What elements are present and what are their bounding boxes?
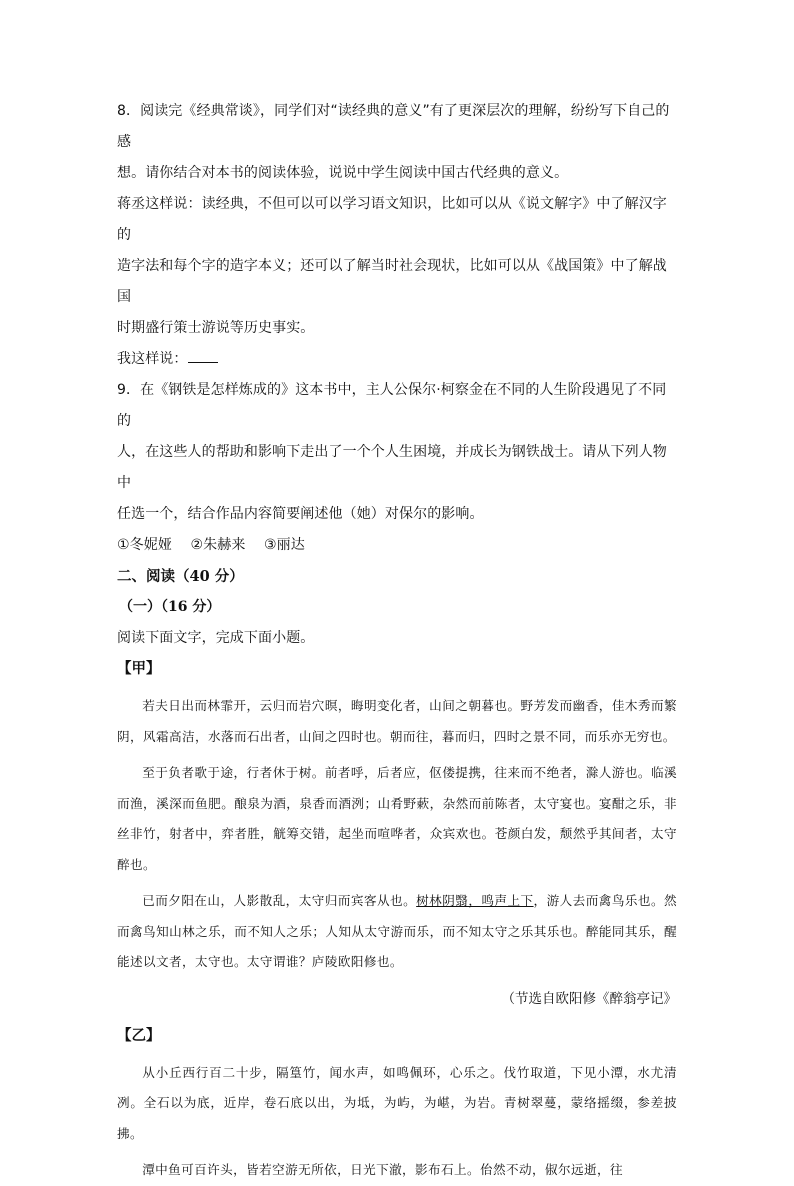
yi-paragraph-2: 潭中鱼可百许头，皆若空游无所依，日光下澈，影布石上。佁然不动，俶尔远逝，往 xyxy=(142,1162,623,1177)
jia-source: （节选自欧阳修《醉翁亭记》 xyxy=(501,990,677,1007)
part-1-title: （一）（16 分） xyxy=(119,599,221,615)
jia-p3-before: 已而夕阳在山，人影散乱，太守归而宾客从也。 xyxy=(142,893,417,908)
option-dongniya: ①冬妮娅 xyxy=(117,537,172,553)
question-9-options xyxy=(117,530,677,561)
jia-paragraph-3 xyxy=(117,886,677,978)
my-answer-prompt: 我这样说： xyxy=(117,351,188,367)
reading-instruction: 阅读下面文字，完成下面小题。 xyxy=(117,630,315,646)
jiang-answer-line-1: 蒋丞这样说：读经典，不但可以可以学习语文知识，比如可以从《说文解字》中了解汉字的 xyxy=(117,196,667,243)
option-zhuhelai: ②朱赫来 xyxy=(190,537,246,553)
my-answer-line xyxy=(117,344,677,375)
question-8-line-1: 8．阅读完《经典常谈》，同学们对“读经典的意义”有了更深层次的理解，纷纷写下自己的感 xyxy=(117,103,670,150)
question-9-line-1: 9．在《钢铁是怎样炼成的》这本书中，主人公保尔·柯察金在不同的人生阶段遇见了不同的 xyxy=(117,382,667,429)
passage-jia-label: 【甲】 xyxy=(117,661,161,677)
question-8-line-2: 想。请你结合对本书的阅读体验，说说中学生阅读中国古代经典的意义。 xyxy=(117,165,569,181)
page-content xyxy=(117,96,677,1186)
jia-paragraph-2: 至于负者歌于途，行者休于树。前者呼，后者应，伛偻提携，往来而不绝者，滁人游也。临溪而渔，溪深而鱼肥。酿泉为酒，泉香而酒洌；山肴野蔌，杂然而前陈者，太守宴也。宴酣之乐，非丝非竹，射者中，弈者胜，觥筹交错，起坐而喧哗者，众宾欢也。苍颜白发，颓然乎其间者，太守醉也。 xyxy=(117,765,677,872)
question-9-line-2: 人，在这些人的帮助和影响下走出了一个个人生困境，并成长为钢铁战士。请从下列人物中 xyxy=(117,444,667,491)
answer-blank[interactable] xyxy=(188,348,218,363)
underlined-phrase: 树林阴翳，鸣声上下 xyxy=(416,893,534,908)
jia-p3-after: ，游人去而禽鸟乐也。然而禽鸟知山林之乐，而不知人之乐；人知从太守游而乐，而不知太守之乐其乐也。醉能同其乐，醒能述以文者，太守也。太守谓谁？庐陵欧阳修也。 xyxy=(117,893,677,969)
yi-paragraph-1: 从小丘西行百二十步，隔篁竹，闻水声，如鸣佩环，心乐之。伐竹取道，下见小潭，水尤清冽。全石以为底，近岸，卷石底以出，为坻，为屿，为嵁，为岩。青树翠蔓，蒙络摇缀，参差披拂。 xyxy=(117,1064,677,1141)
question-9-line-3: 任选一个，结合作品内容简要阐述他（她）对保尔的影响。 xyxy=(117,506,484,522)
jia-paragraph-1: 若夫日出而林霏开，云归而岩穴暝，晦明变化者，山间之朝暮也。野芳发而幽香，佳木秀而繁阴，风霜高洁，水落而石出者，山间之四时也。朝而往，暮而归，四时之景不同，而乐亦无穷也。 xyxy=(117,698,677,744)
jiang-answer-line-3: 时期盛行策士游说等历史事实。 xyxy=(117,320,315,336)
section-2-title: 二、阅读（40 分） xyxy=(117,568,244,585)
passage-yi-label: 【乙】 xyxy=(117,1027,161,1044)
option-lida: ③丽达 xyxy=(264,537,305,553)
jiang-answer-line-2: 造字法和每个字的造字本义；还可以了解当时社会现状，比如可以从《战国策》中了解战国 xyxy=(117,258,667,305)
